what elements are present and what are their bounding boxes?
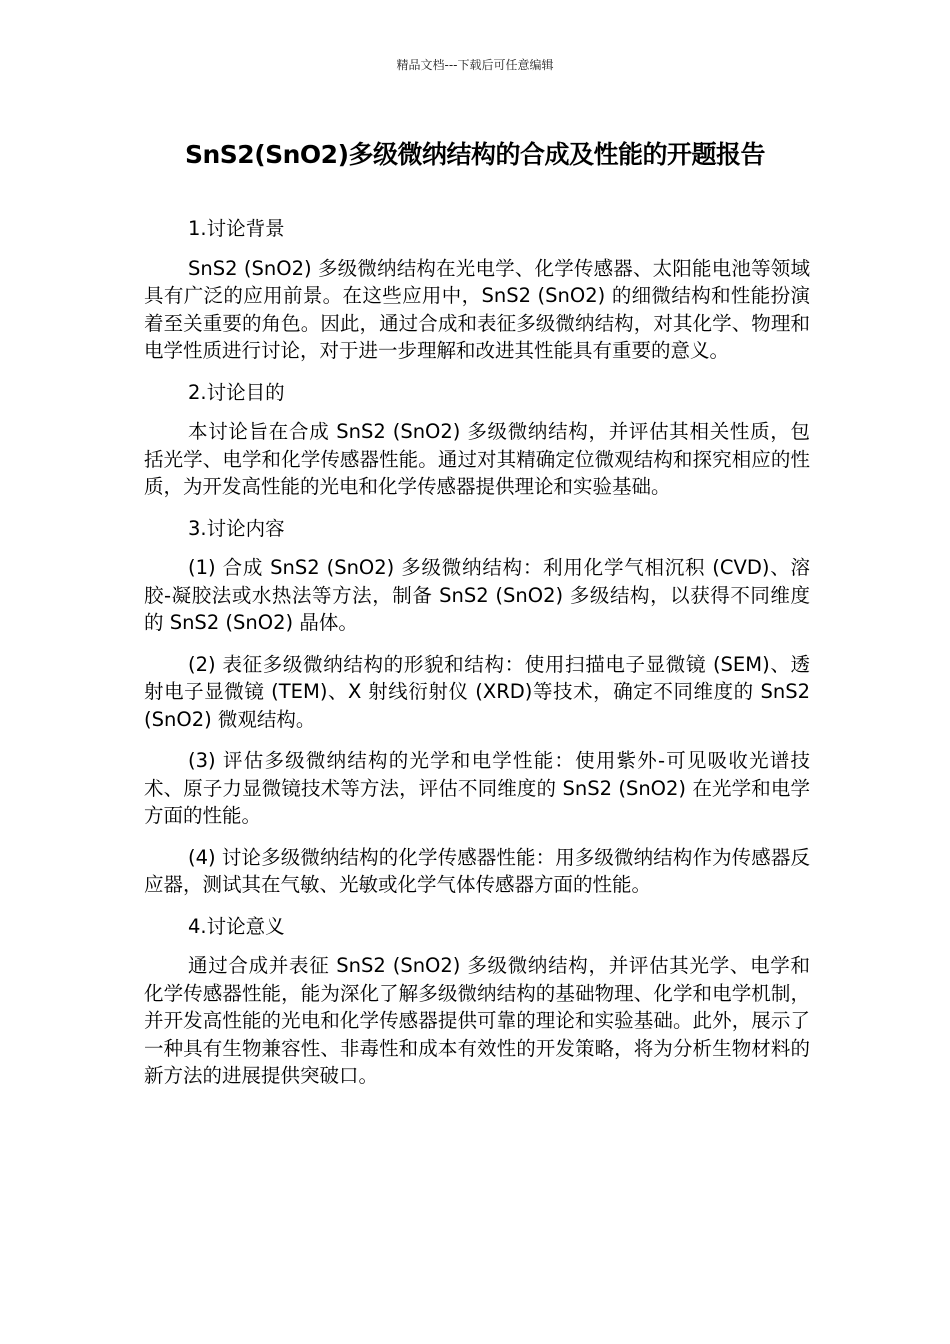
section-heading-background: 1.讨论背景 <box>188 217 285 240</box>
page-header: 精品文档---下载后可任意编辑 <box>396 58 554 72</box>
document-body <box>144 215 810 1104</box>
paragraph-content-sensor: (4) 讨论多级微纳结构的化学传感器性能：用多级微纳结构作为传感器反应器，测试其在气敏、光敏或化学气体传感器方面的性能。 <box>144 845 810 896</box>
section-heading-significance: 4.讨论意义 <box>188 914 285 938</box>
section-heading-objective: 2.讨论目的 <box>188 380 285 404</box>
paragraph-background: SnS2 (SnO2) 多级微纳结构在光电学、化学传感器、太阳能电池等领域具有广泛的应用前景。在这些应用中，SnS2 (SnO2) 的细微结构和性能扮演着至关重要的角色。因此，通过合成和表征多级微纳结构，对其化学、物理和电学性质进行讨论，对于进一步理解和改进其性能具有重要的意义。 <box>144 256 810 362</box>
paragraph-content-synthesis: (1) 合成 SnS2 (SnO2) 多级微纳结构：利用化学气相沉积 (CVD)、溶胶-凝胶法或水热法等方法，制备 SnS2 (SnO2) 多级结构，以获得不同维度的 SnS2 (SnO2) 晶体。 <box>144 556 810 634</box>
paragraph-content-characterization: (2) 表征多级微纳结构的形貌和结构：使用扫描电子显微镜 (SEM)、透射电子显微镜 (TEM)、X 射线衍射仪 (XRD)等技术，确定不同维度的 SnS2 (SnO2) 微观结构。 <box>144 652 810 731</box>
paragraph-content-optical-electrical: (3) 评估多级微纳结构的光学和电学性能：使用紫外-可见吸收光谱技术、原子力显微镜技术等方法，评估不同维度的 SnS2 (SnO2) 在光学和电学方面的性能。 <box>144 749 810 827</box>
paragraph-significance: 通过合成并表征 SnS2 (SnO2) 多级微纳结构，并评估其光学、电学和化学传感器性能，能为深化了解多级微纳结构的基础物理、化学和电学机制，并开发高性能的光电和化学传感器提供可靠的理论和实验基础。此外，展示了一种具有生物兼容性、非毒性和成本有效性的开发策略，将为分析生物材料的新方法的进展提供突破口。 <box>144 954 810 1087</box>
section-heading-content: 3.讨论内容 <box>188 516 285 540</box>
document-title: SnS2(SnO2)多级微纳结构的合成及性能的开题报告 <box>184 140 765 169</box>
paragraph-objective: 本讨论旨在合成 SnS2 (SnO2) 多级微纳结构，并评估其相关性质，包括光学、电学和化学传感器性能。通过对其精确定位微观结构和探究相应的性质，为开发高性能的光电和化学传感器提供理论和实验基础。 <box>144 420 810 498</box>
